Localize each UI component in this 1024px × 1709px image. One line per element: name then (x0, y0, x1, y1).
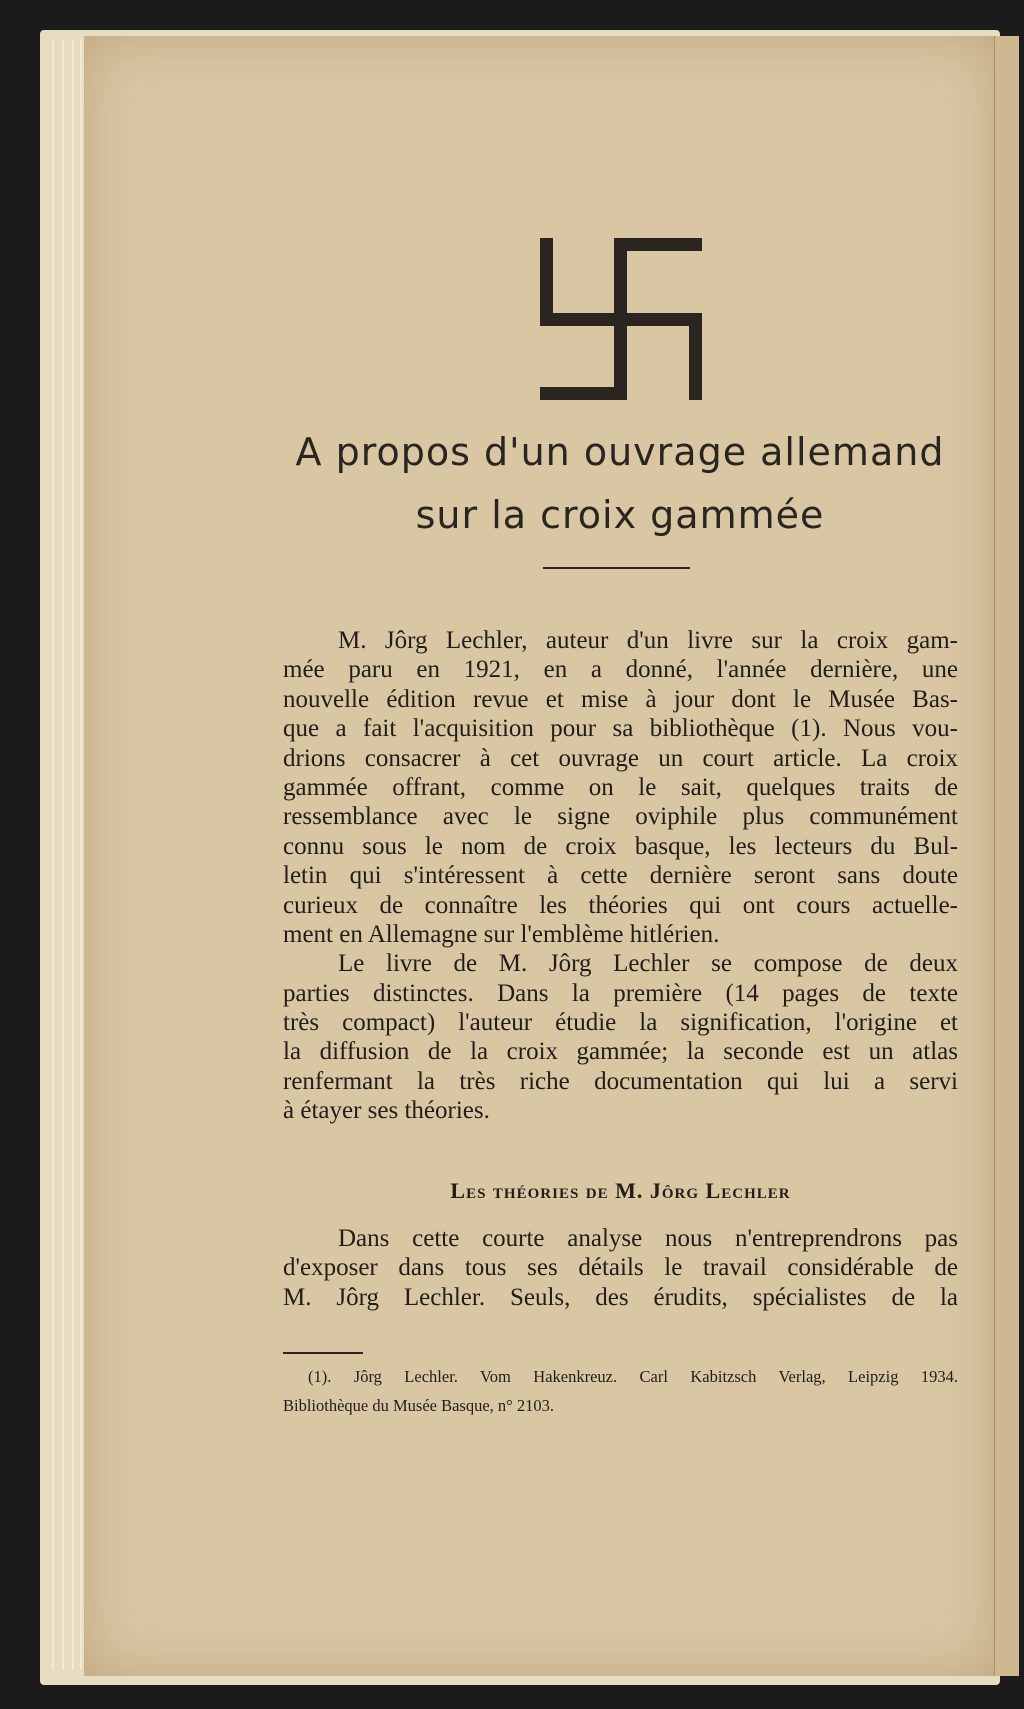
text-line: d'exposer dans tous ses détails le travail considérable de (283, 1254, 958, 1282)
text-line: Le livre de M. Jôrg Lechler se compose de deux (338, 950, 958, 978)
text-line: la diffusion de la croix gammée; la seconde est un atlas (283, 1038, 958, 1066)
paragraph-1 (283, 626, 958, 1126)
text-line: M. Jôrg Lechler, auteur d'un livre sur la croix gam- (338, 627, 958, 654)
text-line: letin qui s'intéressent à cette dernière seront sans doute (283, 862, 958, 890)
text-line: nouvelle édition revue et mise à jour dont le Musée Bas- (283, 685, 958, 713)
page-leaf (62, 40, 64, 1670)
text-line: ment en Allemagne sur l'emblème hitlérien. (283, 920, 720, 948)
emblem-icon (540, 238, 702, 400)
footnote-line: (1). Jôrg Lechler. Vom Hakenkreuz. Carl Kabitzsch Verlag, Leipzig 1934. (308, 1367, 958, 1386)
text-line: ressemblance avec le signe oviphile plus communément (283, 803, 958, 831)
page-leaf (80, 40, 82, 1670)
page-leaf (52, 40, 54, 1670)
section-heading: Les théories de M. Jôrg Lechler (450, 1178, 791, 1203)
text-line: très compact) l'auteur étudie la signification, l'origine et (283, 1009, 958, 1037)
text-line: connu sous le nom de croix basque, les lecteurs du Bul- (283, 832, 958, 860)
text-line: renfermant la très riche documentation qui lui a servi (283, 1067, 958, 1095)
text-line: M. Jôrg Lechler. Seuls, des érudits, spécialistes de la (283, 1283, 958, 1311)
text-line: à étayer ses théories. (283, 1097, 490, 1125)
facing-page-edge (994, 36, 1019, 1676)
text-line: que a fait l'acquisition pour sa bibliothèque (1). Nous vou- (283, 715, 958, 743)
page-leaf (72, 40, 74, 1670)
footnote (283, 1366, 958, 1416)
paragraph-3 (283, 1224, 958, 1312)
footnote-line: Bibliothèque du Musée Basque, n° 2103. (283, 1396, 555, 1416)
text-line: parties distinctes. Dans la première (14 pages de texte (283, 979, 958, 1007)
text-line: gammée offrant, comme on le sait, quelques traits de (283, 773, 958, 801)
text-line: Dans cette courte analyse nous n'entreprendrons pas (338, 1225, 958, 1252)
text-line: drions consacrer à cet ouvrage un court article. La croix (283, 744, 958, 772)
text-line: curieux de connaître les théories qui ont cours actuelle- (283, 891, 958, 919)
title-rule (543, 567, 690, 569)
article-title-line-1: A propos d'un ouvrage allemand (295, 430, 945, 474)
article-title-line-2: sur la croix gammée (415, 493, 825, 537)
footnote-rule (283, 1352, 363, 1354)
text-line: mée paru en 1921, en a donné, l'année dernière, une (283, 656, 958, 684)
